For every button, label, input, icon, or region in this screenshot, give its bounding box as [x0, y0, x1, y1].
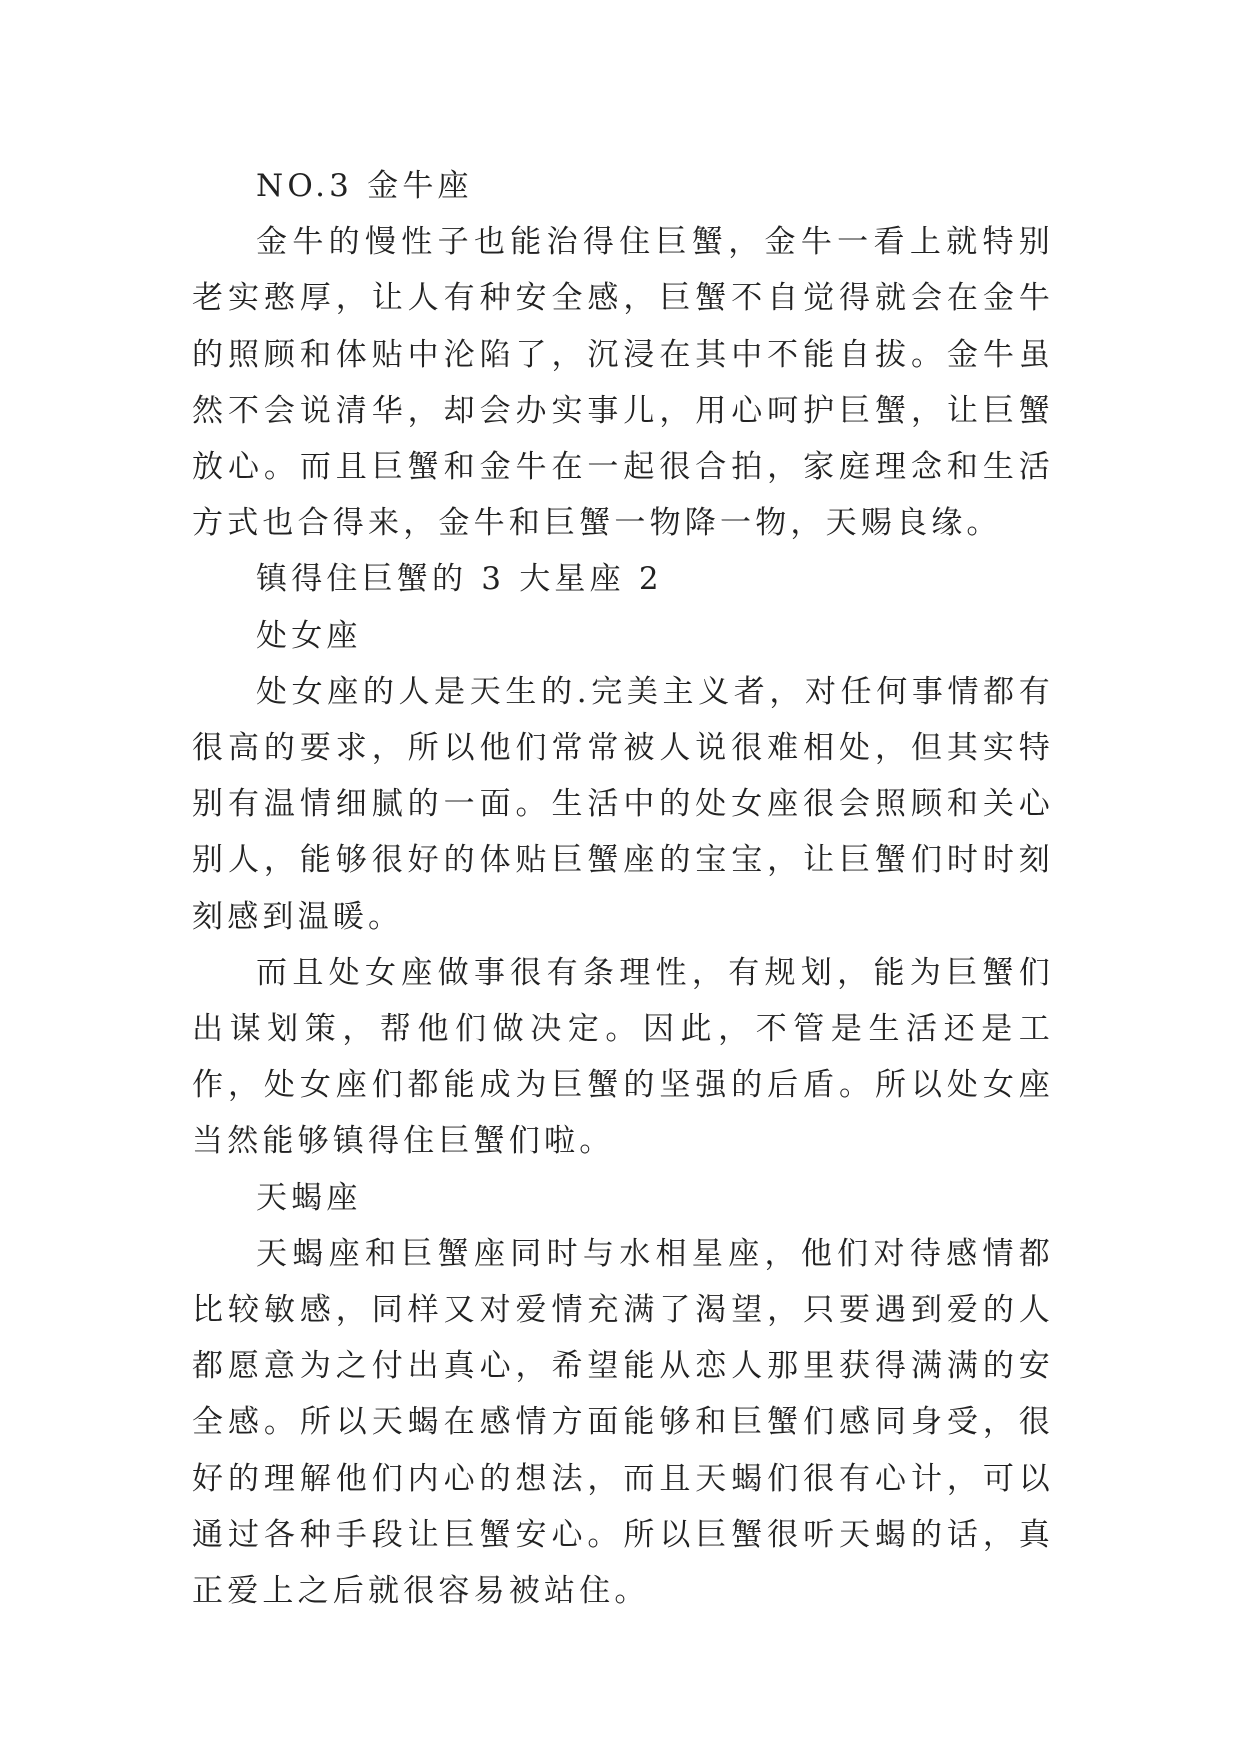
- paragraph-scorpio: 天蝎座和巨蟹座同时与水相星座，他们对待感情都比较敏感，同样又对爱情充满了渴望，只要遇到爱的人都愿意为之付出真心，希望能从恋人那里获得满满的安全感。所以天蝎在感情方面能够和巨蟹们感同身受，很好的理解他们内心的想法，而且天蝎们很有心计，可以通过各种手段让巨蟹安心。所以巨蟹很听天蝎的话，真正爱上之后就很容易被站住。: [192, 1235, 1054, 1610]
- document-body: [192, 158, 1054, 1619]
- section-heading-top3: 镇得住巨蟹的 3 大星座 2: [256, 561, 663, 598]
- section-heading-scorpio: 天蝎座: [256, 1179, 362, 1216]
- section-heading-taurus: NO.3 金牛座: [256, 168, 473, 204]
- paragraph-taurus: 金牛的慢性子也能治得住巨蟹，金牛一看上就特别老实憨厚，让人有种安全感，巨蟹不自觉得就会在金牛的照顾和体贴中沦陷了，沉浸在其中不能自拔。金牛虽然不会说清华，却会办实事儿，用心呵护巨蟹，让巨蟹放心。而且巨蟹和金牛在一起很合拍，家庭理念和生活方式也合得来，金牛和巨蟹一物降一物，天赐良缘。: [192, 224, 1054, 542]
- paragraph-virgo-1: 处女座的人是天生的.完美主义者，对任何事情都有很高的要求，所以他们常常被人说很难相处，但其实特别有温情细腻的一面。生活中的处女座很会照顾和关心别人，能够很好的体贴巨蟹座的宝宝，让巨蟹们时时刻刻感到温暖。: [192, 673, 1054, 935]
- section-heading-virgo: 处女座: [256, 617, 362, 654]
- paragraph-virgo-2: 而且处女座做事很有条理性，有规划，能为巨蟹们出谋划策，帮他们做决定。因此，不管是生活还是工作，处女座们都能成为巨蟹的坚强的后盾。所以处女座当然能够镇得住巨蟹们啦。: [192, 954, 1054, 1160]
